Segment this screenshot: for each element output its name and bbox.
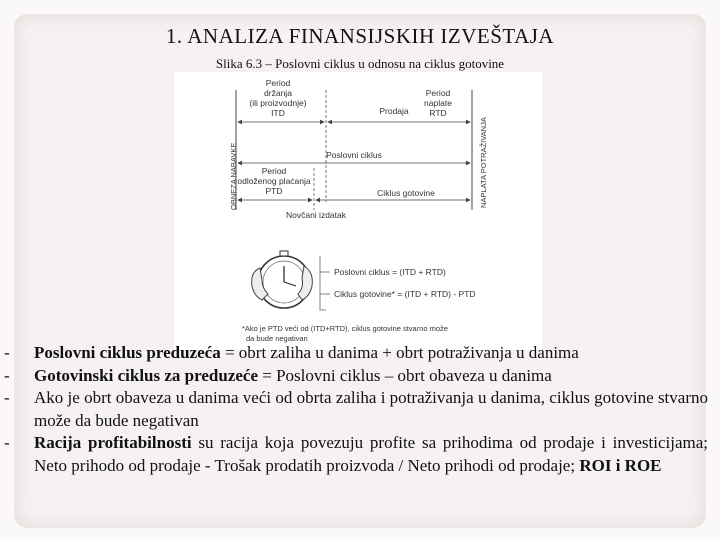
stopwatch-icon	[252, 251, 313, 308]
slide-title: 1. ANALIZA FINANSIJSKIH IZVEŠTAJA	[165, 24, 555, 48]
bullet-bold: Gotovinski ciklus za preduzeće	[34, 365, 258, 385]
rtd-line-1: Period	[425, 88, 451, 98]
bullet-text: Ako je obrt obaveza u danima veći od obrta zaliha i potraživanja u danima, ciklus gotovine stvarno može da bude negativan	[34, 388, 708, 430]
itd-line-3: (ili proizvodnje)	[249, 98, 307, 108]
right-axis-label: NAPLATA POTRAŽIVANJA	[479, 117, 488, 208]
itd-line-4: ITD	[271, 108, 285, 118]
bullet-bold: Racija profitabilnosti	[34, 433, 192, 452]
left-axis-label: OBNEZA NABAVKE	[229, 142, 238, 210]
rtd-line-3: RTD	[429, 108, 447, 118]
ptd-line-1: Period	[261, 166, 287, 176]
bullet-tail-bold: ROI i ROE	[579, 455, 662, 475]
sale-label: Prodaja	[379, 106, 409, 116]
bullet-dash: -	[4, 365, 10, 385]
itd-line-2: držanja	[264, 88, 292, 98]
bullet-text: = obrt zaliha u danima + obrt potraživanja u danima	[220, 343, 579, 362]
bullet-list	[0, 342, 720, 477]
itd-line-1: Period	[265, 78, 291, 88]
bullet-dash: -	[4, 388, 10, 407]
bullet-dash: -	[4, 343, 10, 362]
bullet-dash: -	[4, 433, 10, 452]
footnote-line-2: da bude negativan	[246, 334, 308, 343]
bullet-item	[0, 342, 720, 365]
formula-cash-cycle: Ciklus gotovine* = (ITD + RTD) - PTD	[334, 289, 476, 299]
bullet-item	[0, 432, 720, 477]
operating-cycle-label: Poslovni ciklus	[326, 150, 382, 160]
cash-cycle-label: Ciklus gotovine	[377, 188, 435, 198]
bullet-item	[0, 387, 720, 432]
bullet-item	[0, 365, 720, 388]
cycle-diagram-figure	[174, 72, 542, 350]
footnote-line-1: *Ako je PTD veći od (ITD+RTD), ciklus gotovine stvarno može	[242, 324, 448, 333]
formula-bracket	[320, 256, 326, 310]
figure-caption: Slika 6.3 – Poslovni ciklus u odnosu na ciklus gotovine	[215, 56, 505, 71]
ptd-line-2: odloženog plaćanja	[237, 176, 311, 186]
formula-operating-cycle: Poslovni ciklus = (ITD + RTD)	[334, 267, 446, 277]
cycle-diagram	[174, 72, 542, 350]
ptd-line-3: PTD	[265, 186, 283, 196]
rtd-line-2: naplate	[424, 98, 452, 108]
cash-outflow-label: Novčani izdatak	[285, 210, 347, 220]
bullet-text: su racija koja povezuju profite sa prihodima od prodaje i investicijama; Neto prihodo od prodaje - Trošak prodatih proizvoda / Neto prihodi od prodaje;	[34, 433, 708, 475]
bullet-bold: Poslovni ciklus preduzeća	[34, 343, 221, 362]
bullet-text: = Poslovni ciklus – obrt obaveza u danima	[258, 365, 552, 385]
